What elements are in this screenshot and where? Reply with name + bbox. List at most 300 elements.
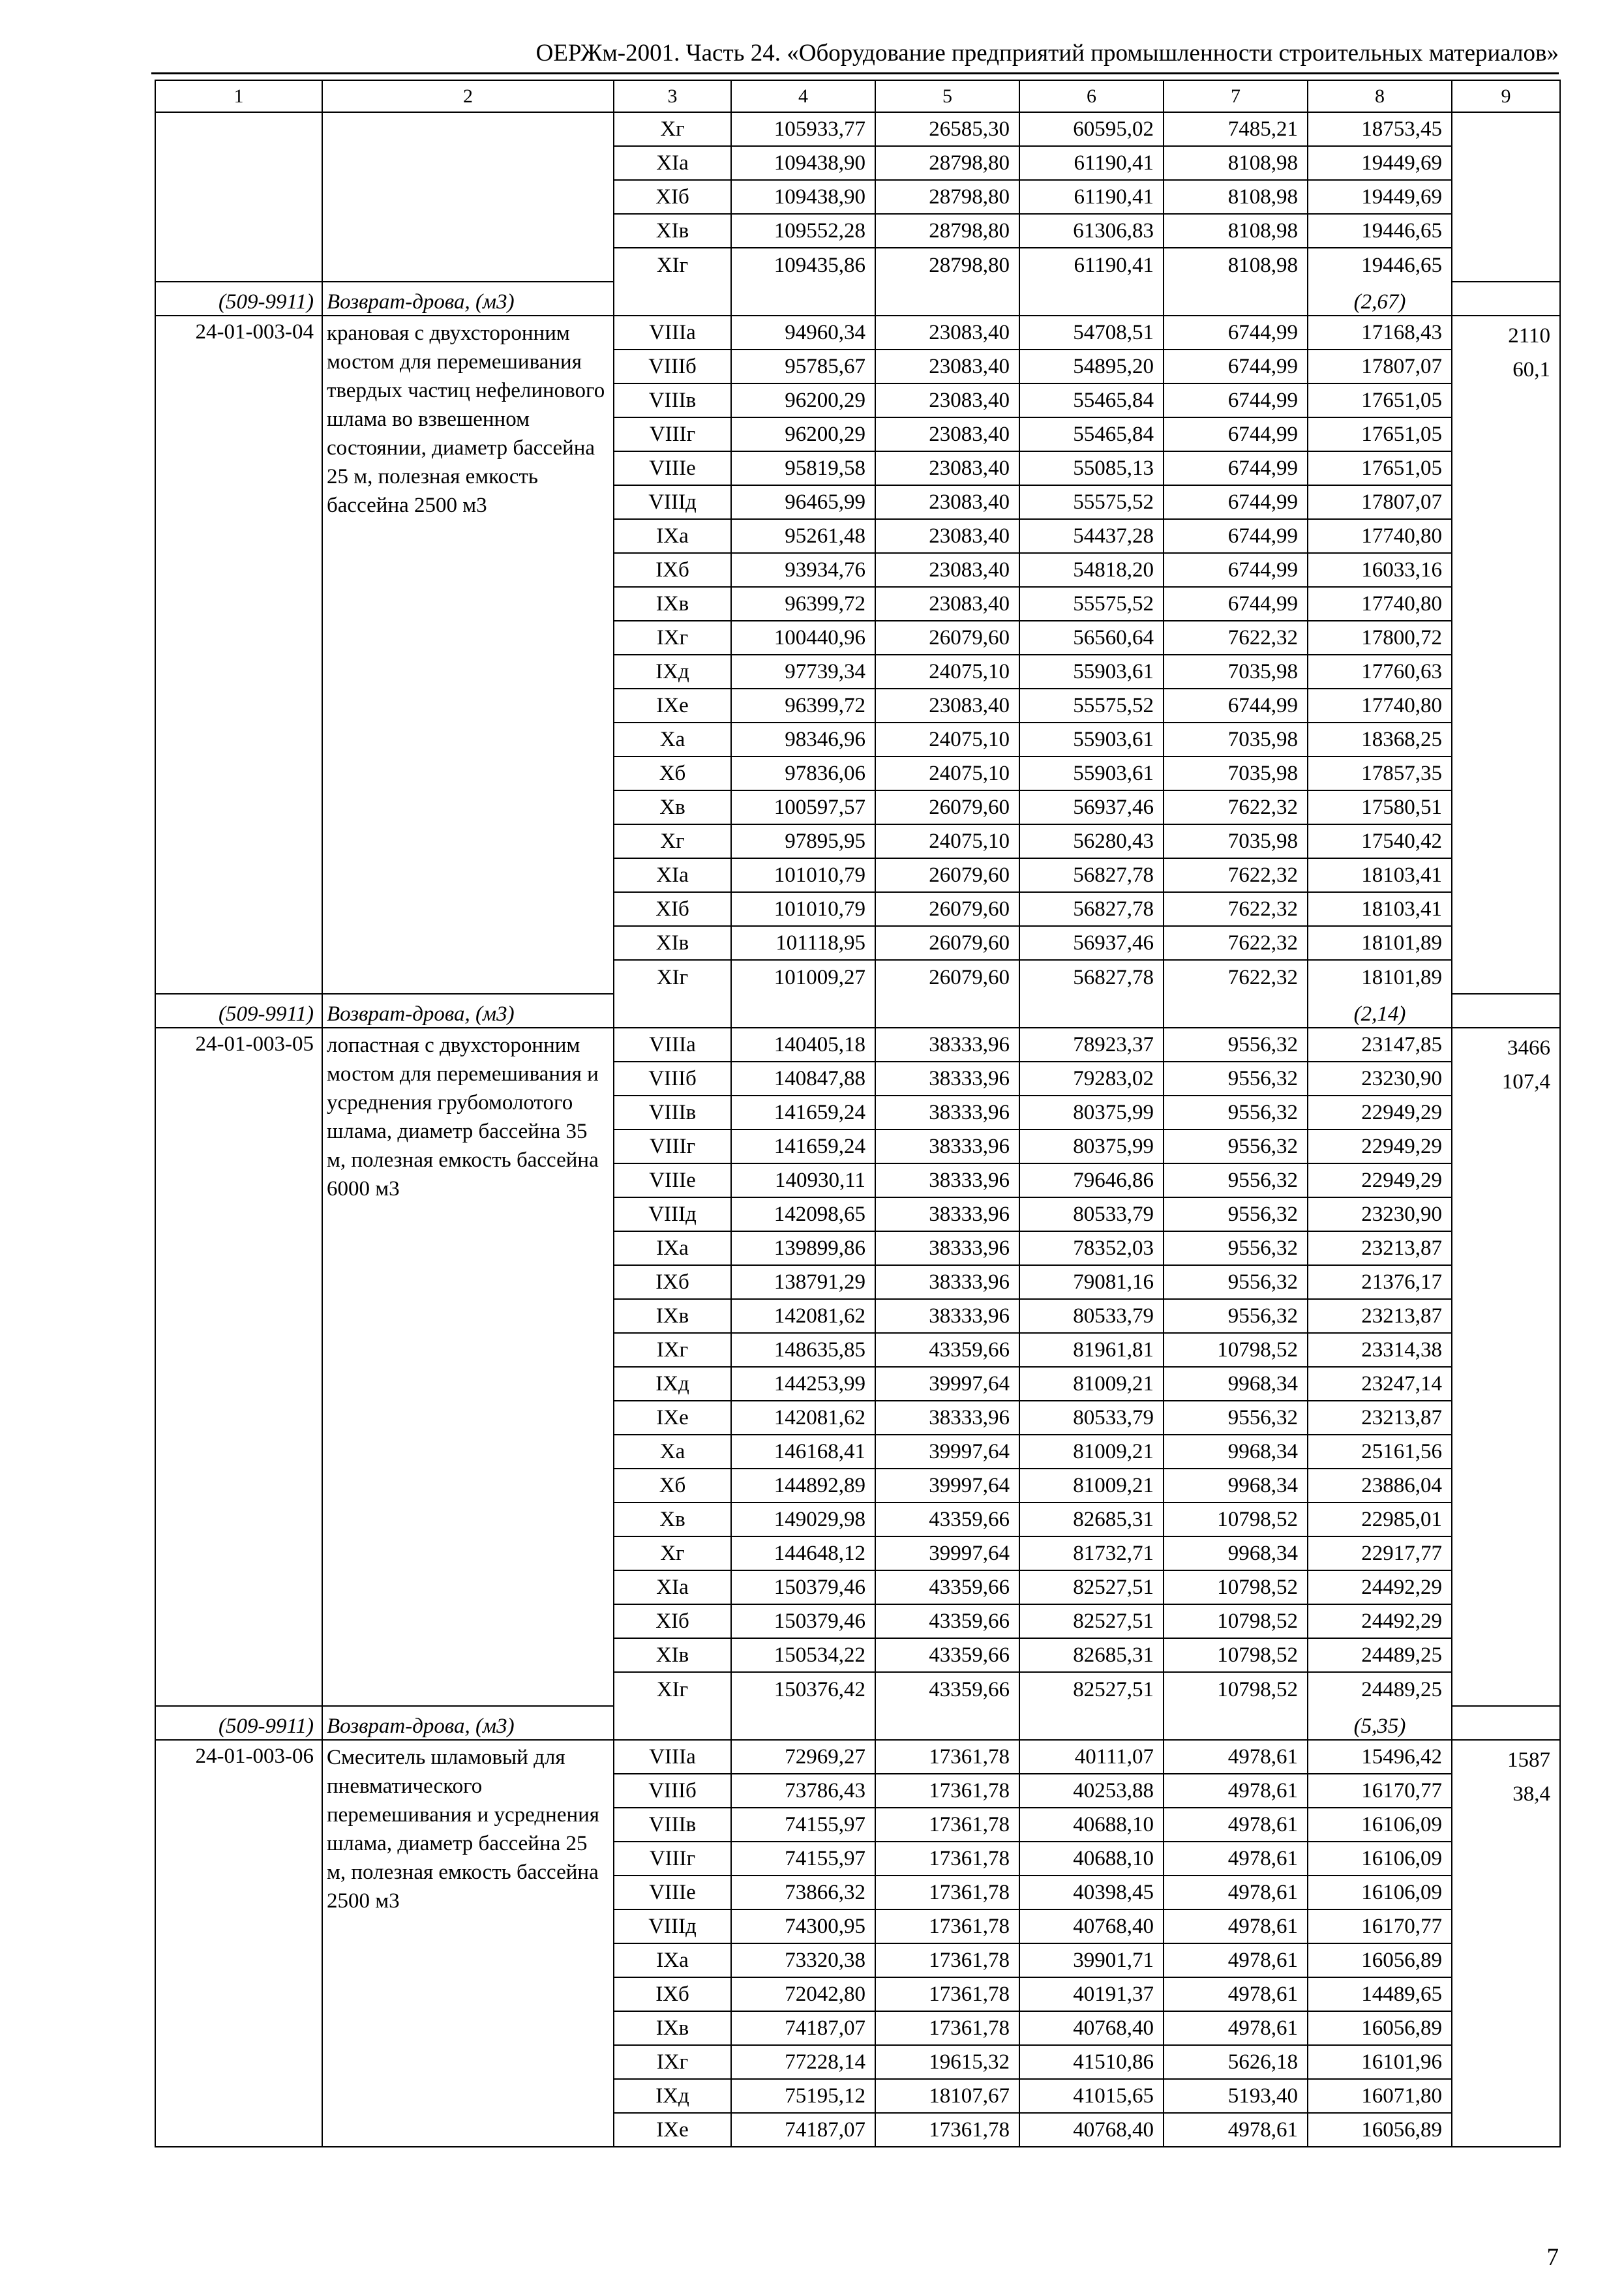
value-cell: 105933,77 bbox=[731, 112, 875, 146]
value-cell: 18103,41 bbox=[1308, 892, 1452, 926]
value-cell: 7622,32 bbox=[1164, 892, 1308, 926]
value-cell: 17361,78 bbox=[875, 1842, 1019, 1876]
return-name: Возврат-дрова, (м3) bbox=[322, 282, 614, 316]
price-zone-cell: VIIIв bbox=[614, 1096, 731, 1130]
price-zone-cell: VIIIд bbox=[614, 1909, 731, 1943]
price-zone-cell: XIа bbox=[614, 146, 731, 180]
price-zone-cell: XIв bbox=[614, 926, 731, 960]
value-cell: 38333,96 bbox=[875, 1096, 1019, 1130]
value-cell: 100440,96 bbox=[731, 621, 875, 655]
value-cell: 10798,52 bbox=[1164, 1333, 1308, 1367]
value-cell: 7622,32 bbox=[1164, 621, 1308, 655]
value-cell: 54818,20 bbox=[1019, 553, 1164, 587]
value-cell: 40111,07 bbox=[1019, 1740, 1164, 1774]
value-cell: 101009,27 bbox=[731, 960, 875, 994]
value-cell: 93934,76 bbox=[731, 553, 875, 587]
value-cell: 109552,28 bbox=[731, 214, 875, 248]
value-cell: 28798,80 bbox=[875, 146, 1019, 180]
value-cell: 24075,10 bbox=[875, 655, 1019, 689]
value-cell: 100597,57 bbox=[731, 790, 875, 824]
value-cell: 9968,34 bbox=[1164, 1469, 1308, 1503]
value-cell: 9556,32 bbox=[1164, 1096, 1308, 1130]
value-cell: 38333,96 bbox=[875, 1062, 1019, 1096]
return-value: (5,35) bbox=[1308, 1706, 1452, 1740]
value-cell: 81732,71 bbox=[1019, 1536, 1164, 1570]
price-table bbox=[155, 80, 1561, 2147]
value-cell: 78352,03 bbox=[1019, 1231, 1164, 1265]
empty-cell bbox=[1164, 1706, 1308, 1740]
price-zone-cell: VIIIг bbox=[614, 1130, 731, 1163]
value-cell: 17361,78 bbox=[875, 1909, 1019, 1943]
value-cell: 19446,65 bbox=[1308, 214, 1452, 248]
price-zone-cell: VIIIе bbox=[614, 1163, 731, 1197]
price-zone-cell: Xб bbox=[614, 1469, 731, 1503]
value-cell: 43359,66 bbox=[875, 1570, 1019, 1604]
value-cell: 9556,32 bbox=[1164, 1062, 1308, 1096]
empty-cell bbox=[731, 282, 875, 316]
value-cell: 80533,79 bbox=[1019, 1401, 1164, 1435]
value-cell: 23083,40 bbox=[875, 485, 1019, 519]
value-cell: 41510,86 bbox=[1019, 2045, 1164, 2079]
value-cell: 54437,28 bbox=[1019, 519, 1164, 553]
column-number-cell: 6 bbox=[1019, 80, 1164, 112]
column-number-cell: 5 bbox=[875, 80, 1019, 112]
value-cell: 101010,79 bbox=[731, 858, 875, 892]
price-zone-cell: VIIIе bbox=[614, 1876, 731, 1909]
price-zone-cell: VIIIе bbox=[614, 451, 731, 485]
value-cell: 24489,25 bbox=[1308, 1672, 1452, 1706]
value-cell: 19615,32 bbox=[875, 2045, 1019, 2079]
value-cell: 24492,29 bbox=[1308, 1604, 1452, 1638]
value-cell: 82527,51 bbox=[1019, 1604, 1164, 1638]
value-cell: 17740,80 bbox=[1308, 587, 1452, 621]
value-cell: 19446,65 bbox=[1308, 248, 1452, 282]
price-zone-cell: VIIIб bbox=[614, 1774, 731, 1808]
value-cell: 9968,34 bbox=[1164, 1435, 1308, 1469]
column-number-cell: 8 bbox=[1308, 80, 1452, 112]
empty-cell bbox=[875, 282, 1019, 316]
value-cell: 43359,66 bbox=[875, 1503, 1019, 1536]
value-cell: 96200,29 bbox=[731, 383, 875, 417]
value-cell: 23886,04 bbox=[1308, 1469, 1452, 1503]
value-cell: 144253,99 bbox=[731, 1367, 875, 1401]
value-cell: 79081,16 bbox=[1019, 1265, 1164, 1299]
value-cell: 17807,07 bbox=[1308, 485, 1452, 519]
price-zone-cell: XIг bbox=[614, 960, 731, 994]
value-cell: 38333,96 bbox=[875, 1028, 1019, 1062]
value-cell: 10798,52 bbox=[1164, 1503, 1308, 1536]
value-cell: 17807,07 bbox=[1308, 350, 1452, 383]
value-cell: 73320,38 bbox=[731, 1943, 875, 1977]
value-cell: 22985,01 bbox=[1308, 1503, 1452, 1536]
value-cell: 97836,06 bbox=[731, 756, 875, 790]
document-header: ОЕРЖм-2001. Часть 24. «Оборудование предприятий промышленности строительных материалов» bbox=[535, 40, 1559, 67]
value-cell: 82527,51 bbox=[1019, 1672, 1164, 1706]
value-cell: 43359,66 bbox=[875, 1333, 1019, 1367]
item-code: 24-01-003-04 bbox=[155, 316, 322, 994]
value-cell: 82685,31 bbox=[1019, 1638, 1164, 1672]
value-cell: 54895,20 bbox=[1019, 350, 1164, 383]
value-cell: 38333,96 bbox=[875, 1401, 1019, 1435]
value-cell: 5193,40 bbox=[1164, 2079, 1308, 2113]
value-cell: 16170,77 bbox=[1308, 1909, 1452, 1943]
value-cell: 138791,29 bbox=[731, 1265, 875, 1299]
value-cell: 4978,61 bbox=[1164, 1808, 1308, 1842]
price-zone-cell: IXд bbox=[614, 1367, 731, 1401]
return-name: Возврат-дрова, (м3) bbox=[322, 1706, 614, 1740]
value-cell: 40768,40 bbox=[1019, 2011, 1164, 2045]
empty-cell bbox=[1164, 994, 1308, 1028]
column-9-cell bbox=[1452, 1028, 1560, 1706]
value-cell: 23213,87 bbox=[1308, 1299, 1452, 1333]
value-cell: 9556,32 bbox=[1164, 1130, 1308, 1163]
value-cell: 17740,80 bbox=[1308, 689, 1452, 723]
value-cell: 23083,40 bbox=[875, 451, 1019, 485]
value-cell: 6744,99 bbox=[1164, 689, 1308, 723]
value-cell: 141659,24 bbox=[731, 1130, 875, 1163]
value-cell: 4978,61 bbox=[1164, 1740, 1308, 1774]
value-cell: 40688,10 bbox=[1019, 1842, 1164, 1876]
price-zone-cell: Xа bbox=[614, 723, 731, 756]
value-cell: 78923,37 bbox=[1019, 1028, 1164, 1062]
value-cell: 16056,89 bbox=[1308, 2113, 1452, 2147]
value-cell: 61190,41 bbox=[1019, 180, 1164, 214]
value-cell: 55575,52 bbox=[1019, 689, 1164, 723]
value-cell: 150379,46 bbox=[731, 1570, 875, 1604]
value-cell: 74187,07 bbox=[731, 2011, 875, 2045]
price-zone-cell: Xг bbox=[614, 112, 731, 146]
value-cell: 10798,52 bbox=[1164, 1570, 1308, 1604]
value-cell: 17740,80 bbox=[1308, 519, 1452, 553]
value-cell: 26079,60 bbox=[875, 926, 1019, 960]
value-cell: 109438,90 bbox=[731, 180, 875, 214]
value-cell: 17651,05 bbox=[1308, 451, 1452, 485]
return-value: (2,14) bbox=[1308, 994, 1452, 1028]
item-description bbox=[322, 112, 614, 282]
column-9-value: 1587 bbox=[1507, 1748, 1550, 1772]
value-cell: 10798,52 bbox=[1164, 1672, 1308, 1706]
value-cell: 6744,99 bbox=[1164, 451, 1308, 485]
value-cell: 79646,86 bbox=[1019, 1163, 1164, 1197]
price-zone-cell: IXд bbox=[614, 2079, 731, 2113]
value-cell: 55575,52 bbox=[1019, 485, 1164, 519]
value-cell: 19449,69 bbox=[1308, 146, 1452, 180]
value-cell: 73786,43 bbox=[731, 1774, 875, 1808]
value-cell: 150376,42 bbox=[731, 1672, 875, 1706]
value-cell: 24492,29 bbox=[1308, 1570, 1452, 1604]
value-cell: 6744,99 bbox=[1164, 519, 1308, 553]
value-cell: 7622,32 bbox=[1164, 858, 1308, 892]
column-number-cell: 7 bbox=[1164, 80, 1308, 112]
value-cell: 9968,34 bbox=[1164, 1536, 1308, 1570]
value-cell: 95819,58 bbox=[731, 451, 875, 485]
value-cell: 39997,64 bbox=[875, 1469, 1019, 1503]
value-cell: 81961,81 bbox=[1019, 1333, 1164, 1367]
price-zone-cell: VIIIа bbox=[614, 1740, 731, 1774]
price-zone-cell: Xг bbox=[614, 824, 731, 858]
value-cell: 40191,37 bbox=[1019, 1977, 1164, 2011]
value-cell: 17651,05 bbox=[1308, 383, 1452, 417]
value-cell: 7485,21 bbox=[1164, 112, 1308, 146]
value-cell: 23314,38 bbox=[1308, 1333, 1452, 1367]
value-cell: 4978,61 bbox=[1164, 2011, 1308, 2045]
value-cell: 16106,09 bbox=[1308, 1808, 1452, 1842]
value-cell: 9556,32 bbox=[1164, 1163, 1308, 1197]
value-cell: 7035,98 bbox=[1164, 756, 1308, 790]
column-number-cell: 3 bbox=[614, 80, 731, 112]
value-cell: 40253,88 bbox=[1019, 1774, 1164, 1808]
value-cell: 72042,80 bbox=[731, 1977, 875, 2011]
value-cell: 55575,52 bbox=[1019, 587, 1164, 621]
value-cell: 16101,96 bbox=[1308, 2045, 1452, 2079]
value-cell: 80533,79 bbox=[1019, 1299, 1164, 1333]
value-cell: 40768,40 bbox=[1019, 1909, 1164, 1943]
value-cell: 38333,96 bbox=[875, 1130, 1019, 1163]
value-cell: 6744,99 bbox=[1164, 553, 1308, 587]
value-cell: 4978,61 bbox=[1164, 1774, 1308, 1808]
value-cell: 6744,99 bbox=[1164, 350, 1308, 383]
value-cell: 16106,09 bbox=[1308, 1842, 1452, 1876]
price-zone-cell: VIIIв bbox=[614, 383, 731, 417]
value-cell: 150534,22 bbox=[731, 1638, 875, 1672]
value-cell: 56937,46 bbox=[1019, 790, 1164, 824]
value-cell: 26079,60 bbox=[875, 790, 1019, 824]
value-cell: 26079,60 bbox=[875, 621, 1019, 655]
table-row bbox=[155, 316, 1560, 350]
price-zone-cell: VIIIг bbox=[614, 1842, 731, 1876]
value-cell: 96465,99 bbox=[731, 485, 875, 519]
value-cell: 73866,32 bbox=[731, 1876, 875, 1909]
value-cell: 8108,98 bbox=[1164, 146, 1308, 180]
value-cell: 16170,77 bbox=[1308, 1774, 1452, 1808]
value-cell: 6744,99 bbox=[1164, 383, 1308, 417]
column-9-cell bbox=[1452, 316, 1560, 994]
value-cell: 23083,40 bbox=[875, 553, 1019, 587]
price-zone-cell: Xб bbox=[614, 756, 731, 790]
value-cell: 19449,69 bbox=[1308, 180, 1452, 214]
item-code bbox=[155, 112, 322, 282]
value-cell: 148635,85 bbox=[731, 1333, 875, 1367]
price-zone-cell: XIб bbox=[614, 892, 731, 926]
value-cell: 5626,18 bbox=[1164, 2045, 1308, 2079]
price-zone-cell: XIб bbox=[614, 180, 731, 214]
value-cell: 97895,95 bbox=[731, 824, 875, 858]
value-cell: 80533,79 bbox=[1019, 1197, 1164, 1231]
price-zone-cell: VIIIд bbox=[614, 1197, 731, 1231]
price-zone-cell: IXд bbox=[614, 655, 731, 689]
value-cell: 56827,78 bbox=[1019, 858, 1164, 892]
value-cell: 4978,61 bbox=[1164, 1943, 1308, 1977]
value-cell: 38333,96 bbox=[875, 1163, 1019, 1197]
value-cell: 23213,87 bbox=[1308, 1401, 1452, 1435]
value-cell: 9556,32 bbox=[1164, 1197, 1308, 1231]
return-code: (509-9911) bbox=[155, 282, 322, 316]
item-code: 24-01-003-05 bbox=[155, 1028, 322, 1706]
column-number-cell: 2 bbox=[322, 80, 614, 112]
value-cell: 18101,89 bbox=[1308, 960, 1452, 994]
price-zone-cell: IXа bbox=[614, 519, 731, 553]
value-cell: 23083,40 bbox=[875, 316, 1019, 350]
value-cell: 24075,10 bbox=[875, 824, 1019, 858]
value-cell: 142081,62 bbox=[731, 1299, 875, 1333]
value-cell: 17361,78 bbox=[875, 1774, 1019, 1808]
value-cell: 16056,89 bbox=[1308, 1943, 1452, 1977]
empty-cell bbox=[1452, 1706, 1560, 1740]
value-cell: 56280,43 bbox=[1019, 824, 1164, 858]
value-cell: 80375,99 bbox=[1019, 1130, 1164, 1163]
value-cell: 56827,78 bbox=[1019, 892, 1164, 926]
value-cell: 23083,40 bbox=[875, 689, 1019, 723]
price-zone-cell: VIIIб bbox=[614, 350, 731, 383]
price-zone-cell: XIв bbox=[614, 214, 731, 248]
value-cell: 61190,41 bbox=[1019, 146, 1164, 180]
value-cell: 39997,64 bbox=[875, 1536, 1019, 1570]
value-cell: 43359,66 bbox=[875, 1604, 1019, 1638]
column-9-value: 107,4 bbox=[1501, 1070, 1550, 1094]
value-cell: 22949,29 bbox=[1308, 1163, 1452, 1197]
value-cell: 17361,78 bbox=[875, 1808, 1019, 1842]
return-name: Возврат-дрова, (м3) bbox=[322, 994, 614, 1028]
value-cell: 61190,41 bbox=[1019, 248, 1164, 282]
price-zone-cell: VIIIв bbox=[614, 1808, 731, 1842]
value-cell: 9968,34 bbox=[1164, 1367, 1308, 1401]
value-cell: 141659,24 bbox=[731, 1096, 875, 1130]
empty-cell bbox=[1452, 282, 1560, 316]
value-cell: 16071,80 bbox=[1308, 2079, 1452, 2113]
price-zone-cell: IXа bbox=[614, 1943, 731, 1977]
return-code: (509-9911) bbox=[155, 1706, 322, 1740]
value-cell: 55903,61 bbox=[1019, 723, 1164, 756]
value-cell: 79283,02 bbox=[1019, 1062, 1164, 1096]
price-zone-cell: Xа bbox=[614, 1435, 731, 1469]
value-cell: 26079,60 bbox=[875, 892, 1019, 926]
value-cell: 40398,45 bbox=[1019, 1876, 1164, 1909]
value-cell: 9556,32 bbox=[1164, 1231, 1308, 1265]
value-cell: 150379,46 bbox=[731, 1604, 875, 1638]
price-zone-cell: VIIIб bbox=[614, 1062, 731, 1096]
value-cell: 140405,18 bbox=[731, 1028, 875, 1062]
value-cell: 55903,61 bbox=[1019, 655, 1164, 689]
price-zone-cell: XIа bbox=[614, 1570, 731, 1604]
price-zone-cell: IXб bbox=[614, 1265, 731, 1299]
item-code: 24-01-003-06 bbox=[155, 1740, 322, 2147]
value-cell: 17361,78 bbox=[875, 1943, 1019, 1977]
value-cell: 16106,09 bbox=[1308, 1876, 1452, 1909]
value-cell: 18107,67 bbox=[875, 2079, 1019, 2113]
value-cell: 16033,16 bbox=[1308, 553, 1452, 587]
value-cell: 18368,25 bbox=[1308, 723, 1452, 756]
header-rule bbox=[151, 72, 1559, 74]
value-cell: 81009,21 bbox=[1019, 1367, 1164, 1401]
page-number: 7 bbox=[1546, 2244, 1559, 2271]
value-cell: 23230,90 bbox=[1308, 1062, 1452, 1096]
item-description: лопастная с двухсторонним мостом для перемешивания и усреднения грубомолотого шлама, диаметр бассейна 35 м, полезная емкость бассейна 6000 м3 bbox=[322, 1028, 614, 1706]
column-9-value: 2110 bbox=[1508, 324, 1550, 348]
value-cell: 17580,51 bbox=[1308, 790, 1452, 824]
value-cell: 43359,66 bbox=[875, 1638, 1019, 1672]
value-cell: 54708,51 bbox=[1019, 316, 1164, 350]
price-zone-cell: IXв bbox=[614, 587, 731, 621]
value-cell: 56937,46 bbox=[1019, 926, 1164, 960]
price-zone-cell: VIIIа bbox=[614, 1028, 731, 1062]
value-cell: 10798,52 bbox=[1164, 1604, 1308, 1638]
column-number-cell: 9 bbox=[1452, 80, 1560, 112]
value-cell: 98346,96 bbox=[731, 723, 875, 756]
empty-cell bbox=[1164, 282, 1308, 316]
value-cell: 28798,80 bbox=[875, 248, 1019, 282]
value-cell: 81009,21 bbox=[1019, 1435, 1164, 1469]
value-cell: 39997,64 bbox=[875, 1367, 1019, 1401]
column-number-row bbox=[155, 80, 1560, 112]
value-cell: 24075,10 bbox=[875, 756, 1019, 790]
value-cell: 149029,98 bbox=[731, 1503, 875, 1536]
value-cell: 17651,05 bbox=[1308, 417, 1452, 451]
value-cell: 23147,85 bbox=[1308, 1028, 1452, 1062]
value-cell: 22949,29 bbox=[1308, 1096, 1452, 1130]
value-cell: 60595,02 bbox=[1019, 112, 1164, 146]
value-cell: 38333,96 bbox=[875, 1299, 1019, 1333]
value-cell: 17361,78 bbox=[875, 2113, 1019, 2147]
column-9-value: 38,4 bbox=[1512, 1782, 1550, 1806]
value-cell: 39997,64 bbox=[875, 1435, 1019, 1469]
column-number-cell: 4 bbox=[731, 80, 875, 112]
price-zone-cell: IXг bbox=[614, 2045, 731, 2079]
value-cell: 101118,95 bbox=[731, 926, 875, 960]
value-cell: 7035,98 bbox=[1164, 655, 1308, 689]
value-cell: 144892,89 bbox=[731, 1469, 875, 1503]
value-cell: 25161,56 bbox=[1308, 1435, 1452, 1469]
value-cell: 17540,42 bbox=[1308, 824, 1452, 858]
price-zone-cell: IXг bbox=[614, 621, 731, 655]
price-zone-cell: IXб bbox=[614, 1977, 731, 2011]
value-cell: 14489,65 bbox=[1308, 1977, 1452, 2011]
value-cell: 23083,40 bbox=[875, 519, 1019, 553]
value-cell: 21376,17 bbox=[1308, 1265, 1452, 1299]
price-zone-cell: VIIIд bbox=[614, 485, 731, 519]
value-cell: 17361,78 bbox=[875, 1876, 1019, 1909]
value-cell: 10798,52 bbox=[1164, 1638, 1308, 1672]
value-cell: 26079,60 bbox=[875, 858, 1019, 892]
price-zone-cell: IXе bbox=[614, 689, 731, 723]
value-cell: 97739,34 bbox=[731, 655, 875, 689]
item-description: крановая с двухсторонним мостом для перемешивания твердых частиц нефелинового шлама во взвешенном состоянии, диаметр бассейна 25 м, полезная емкость бассейна 2500 м3 bbox=[322, 316, 614, 994]
value-cell: 55085,13 bbox=[1019, 451, 1164, 485]
value-cell: 4978,61 bbox=[1164, 1876, 1308, 1909]
value-cell: 75195,12 bbox=[731, 2079, 875, 2113]
value-cell: 17361,78 bbox=[875, 1977, 1019, 2011]
value-cell: 72969,27 bbox=[731, 1740, 875, 1774]
empty-cell bbox=[875, 994, 1019, 1028]
value-cell: 7622,32 bbox=[1164, 960, 1308, 994]
value-cell: 95261,48 bbox=[731, 519, 875, 553]
price-zone-cell: VIIIг bbox=[614, 417, 731, 451]
empty-cell bbox=[1019, 1706, 1164, 1740]
value-cell: 23083,40 bbox=[875, 350, 1019, 383]
value-cell: 17361,78 bbox=[875, 2011, 1019, 2045]
value-cell: 82527,51 bbox=[1019, 1570, 1164, 1604]
value-cell: 61306,83 bbox=[1019, 214, 1164, 248]
price-zone-cell: Xв bbox=[614, 790, 731, 824]
value-cell: 22949,29 bbox=[1308, 1130, 1452, 1163]
value-cell: 4978,61 bbox=[1164, 1909, 1308, 1943]
item-description: Смеситель шламовый для пневматического перемешивания и усреднения шлама, диаметр бассейна 25 м, полезная емкость бассейна 2500 м3 bbox=[322, 1740, 614, 2147]
value-cell: 7035,98 bbox=[1164, 824, 1308, 858]
value-cell: 23083,40 bbox=[875, 417, 1019, 451]
value-cell: 109438,90 bbox=[731, 146, 875, 180]
value-cell: 7035,98 bbox=[1164, 723, 1308, 756]
price-zone-cell: VIIIа bbox=[614, 316, 731, 350]
table-row bbox=[155, 112, 1560, 146]
